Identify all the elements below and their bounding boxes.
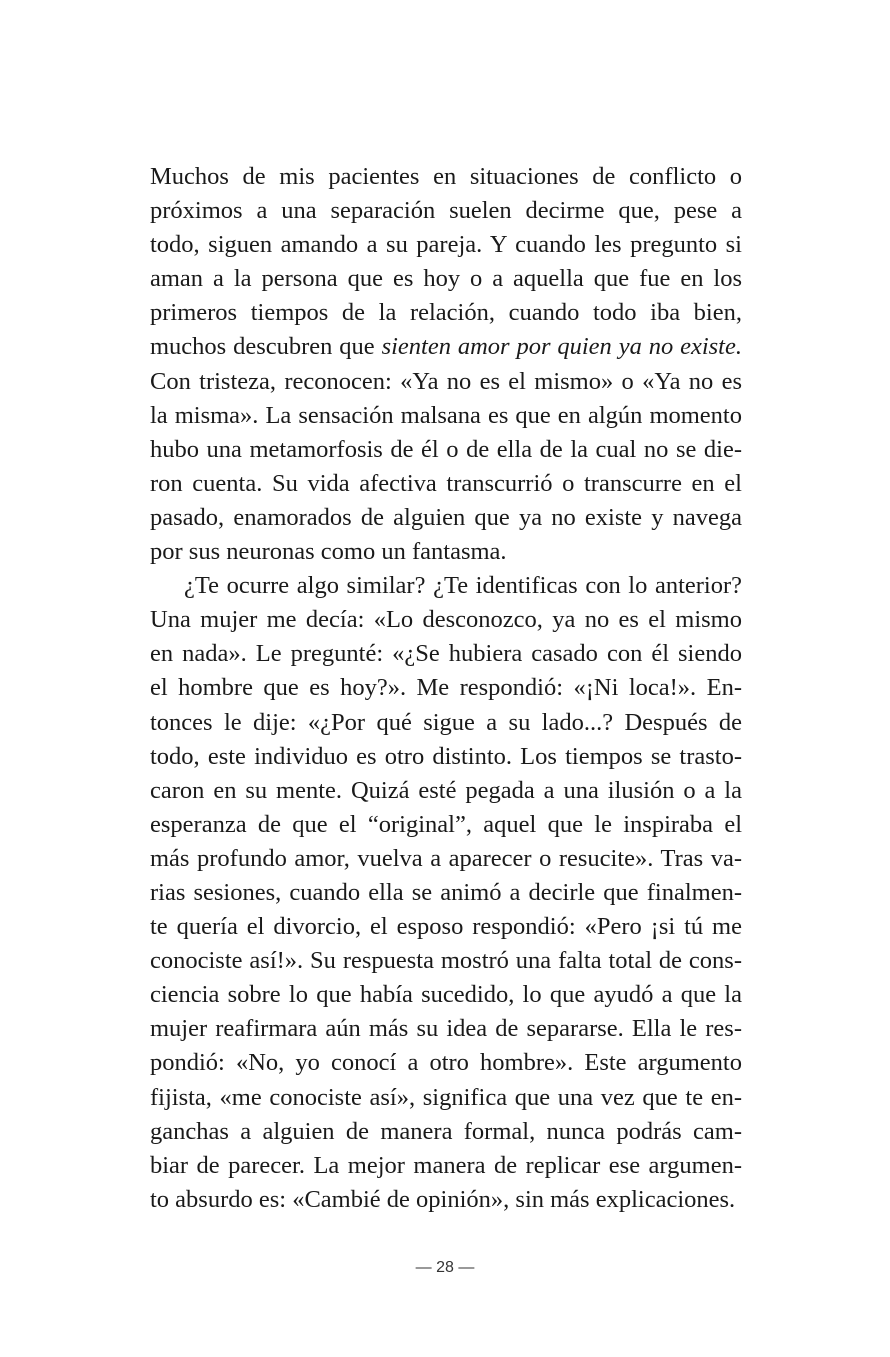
italic-emphasis: sienten amor por quien ya no existe. [381, 333, 742, 361]
text-line [150, 330, 742, 364]
text-line: to absurdo es: «Cambié de opinión», sin más explicaciones. [150, 1185, 736, 1213]
text-line: primeros tiempos de la relación, cuando todo iba bien, [150, 299, 742, 327]
text-line: aman a la persona que es hoy o a aquella que fue en los [150, 265, 742, 293]
text-line: pondió: «No, yo conocí a otro hombre». Este argumento [150, 1049, 742, 1077]
text-line: por sus neuronas como un fantasma. [150, 538, 507, 566]
text-line: hubo una metamorfosis de él o de ella de la cual no se die- [150, 435, 742, 463]
text-run: muchos descubren que [150, 333, 382, 361]
text-line: caron en su mente. Quizá esté pegada a una ilusión o a la [150, 776, 742, 804]
paragraph [150, 569, 742, 1217]
text-line: pasado, enamorados de alguien que ya no existe y navega [150, 503, 742, 531]
text-line: esperanza de que el “original”, aquel que le inspiraba el [150, 810, 742, 838]
text-line: Una mujer me decía: «Lo desconozco, ya no es el mismo [150, 606, 742, 634]
body-text [150, 160, 742, 1217]
text-line: próximos a una separación suelen decirme que, pese a [150, 197, 742, 225]
text-line: en nada». Le pregunté: «¿Se hubiera casado con él siendo [150, 640, 742, 668]
paragraph [150, 160, 742, 569]
text-line: Con tristeza, reconocen: «Ya no es el mismo» o «Ya no es [150, 367, 742, 395]
text-line: conociste así!». Su respuesta mostró una falta total de cons- [150, 947, 742, 975]
text-line: rias sesiones, cuando ella se animó a decirle que finalmen- [150, 878, 742, 906]
text-line: todo, siguen amando a su pareja. Y cuando les pregunto si [150, 231, 742, 259]
text-line: ron cuenta. Su vida afectiva transcurrió o transcurre en el [150, 469, 742, 497]
text-line: más profundo amor, vuelva a aparecer o resucite». Tras va- [150, 844, 742, 872]
text-line: todo, este individuo es otro distinto. Los tiempos se trasto- [150, 742, 742, 770]
text-line: biar de parecer. La mejor manera de replicar ese argumen- [150, 1151, 742, 1179]
text-line: Muchos de mis pacientes en situaciones de conflicto o [150, 163, 742, 190]
text-line: ciencia sobre lo que había sucedido, lo que ayudó a que la [150, 981, 742, 1009]
text-line: ¿Te ocurre algo similar? ¿Te identificas con lo anterior? [184, 572, 742, 600]
page-number: — 28 — [415, 1259, 475, 1276]
text-line: el hombre que es hoy?». Me respondió: «¡Ni loca!». En- [150, 674, 742, 702]
text-line: la misma». La sensación malsana es que en algún momento [150, 401, 742, 429]
text-line: fijista, «me conociste así», significa que una vez que te en- [150, 1083, 742, 1111]
text-line: te quería el divorcio, el esposo respondió: «Pero ¡si tú me [150, 913, 742, 941]
text-line: ganchas a alguien de manera formal, nunca podrás cam- [150, 1117, 742, 1145]
text-line: mujer reafirmara aún más su idea de separarse. Ella le res- [150, 1015, 742, 1043]
text-line: tonces le dije: «¿Por qué sigue a su lado...? Después de [150, 708, 742, 736]
